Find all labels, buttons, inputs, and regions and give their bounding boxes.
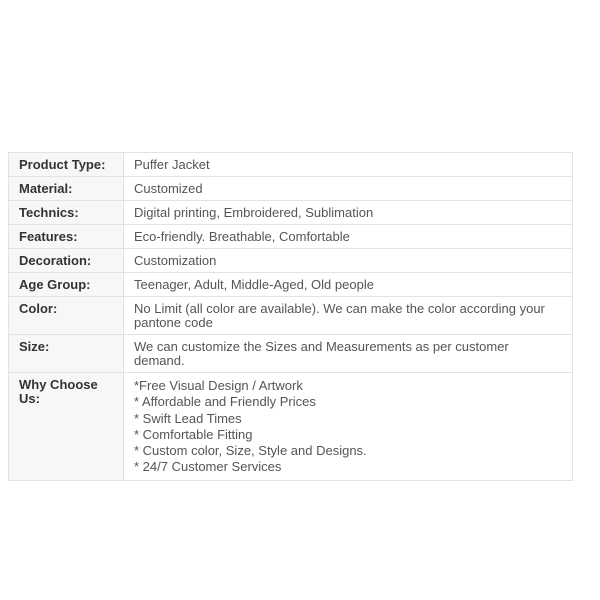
spec-value: Customization [124,249,572,272]
spec-value: Puffer Jacket [124,153,572,176]
spec-label: Product Type: [9,153,124,176]
spec-row-age-group [9,272,572,296]
spec-row-technics [9,200,572,224]
spec-value: Eco-friendly. Breathable, Comfortable [124,225,572,248]
spec-label: Why Choose Us: [9,373,124,480]
why-choose-us-item: * Swift Lead Times [134,410,242,426]
why-choose-us-item: * Comfortable Fitting [134,426,253,442]
spec-row-decoration [9,248,572,272]
spec-value: Digital printing, Embroidered, Sublimation [124,201,572,224]
spec-label: Size: [9,335,124,372]
spec-label: Features: [9,225,124,248]
spec-label: Technics: [9,201,124,224]
product-spec-table [8,152,573,481]
why-choose-us-item: * Custom color, Size, Style and Designs. [134,443,367,459]
spec-value: No Limit (all color are available). We can make the color according your pantone code [124,297,572,334]
spec-value: Teenager, Adult, Middle-Aged, Old people [124,273,572,296]
spec-label: Age Group: [9,273,124,296]
spec-label: Material: [9,177,124,200]
spec-label: Color: [9,297,124,334]
why-choose-us-item: * Affordable and Friendly Prices [134,394,316,410]
spec-row-why-choose-us [9,372,572,480]
why-choose-us-item: * 24/7 Customer Services [134,459,282,475]
spec-value: We can customize the Sizes and Measurements as per customer demand. [124,335,572,372]
spec-label: Decoration: [9,249,124,272]
spec-row-size [9,334,572,372]
spec-value: Customized [124,177,572,200]
spec-row-color [9,296,572,334]
spec-value-list [124,373,572,480]
spec-row-features [9,224,572,248]
why-choose-us-item: *Free Visual Design / Artwork [134,378,303,393]
spec-row-material [9,176,572,200]
spec-row-product-type [9,153,572,176]
